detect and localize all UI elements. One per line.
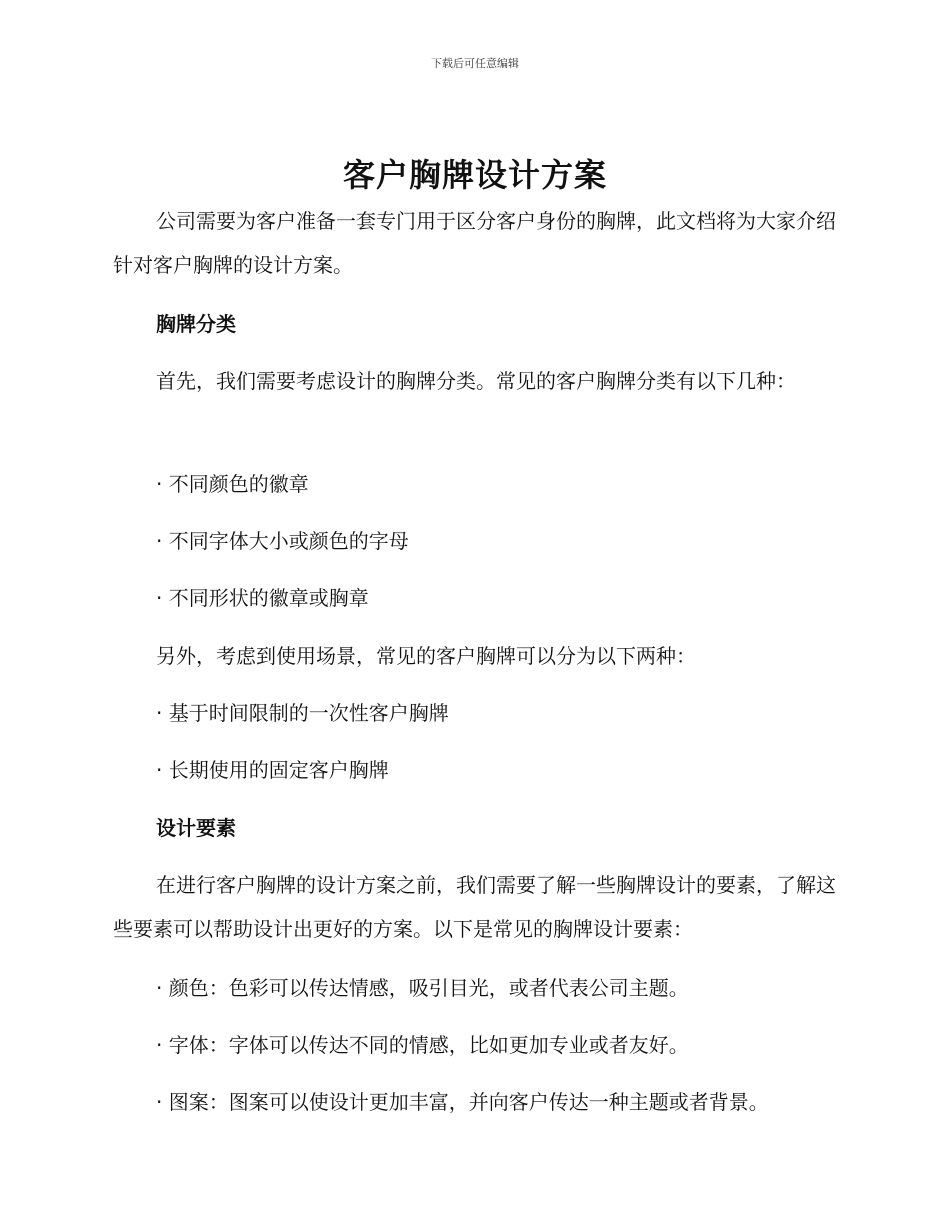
document-title: 客户胸牌设计方案 [342, 156, 607, 194]
list-item: · 长期使用的固定客户胸牌 [156, 758, 389, 782]
badge-types-paragraph: 首先，我们需要考虑设计的胸牌分类。常见的客户胸牌分类有以下几种： [156, 369, 796, 393]
header-note: 下载后可任意编辑 [431, 57, 519, 70]
list-item: · 不同形状的徽章或胸章 [156, 586, 369, 610]
section-heading-design-elements: 设计要素 [156, 816, 236, 840]
usage-scenario-paragraph: 另外，考虑到使用场景，常见的客户胸牌可以分为以下两种： [156, 644, 696, 668]
intro-paragraph: 公司需要为客户准备一套专门用于区分客户身份的胸牌，此文档将为大家介绍针对客户胸牌的设计方案。 [113, 209, 836, 277]
list-item: · 字体：字体可以传达不同的情感，比如更加专业或者友好。 [156, 1033, 689, 1057]
list-item: · 图案：图案可以使设计更加丰富，并向客户传达一种主题或者背景。 [156, 1090, 769, 1114]
section-heading-badge-types: 胸牌分类 [156, 312, 236, 336]
list-item: · 不同颜色的徽章 [156, 472, 309, 496]
design-elements-paragraph: 在进行客户胸牌的设计方案之前，我们需要了解一些胸牌设计的要素，了解这些要素可以帮助设计出更好的方案。以下是常见的胸牌设计要素： [113, 873, 836, 941]
list-item: · 基于时间限制的一次性客户胸牌 [156, 701, 449, 725]
list-item: · 不同字体大小或颜色的字母 [156, 529, 409, 553]
list-item: · 颜色：色彩可以传达情感，吸引目光，或者代表公司主题。 [156, 976, 689, 1000]
